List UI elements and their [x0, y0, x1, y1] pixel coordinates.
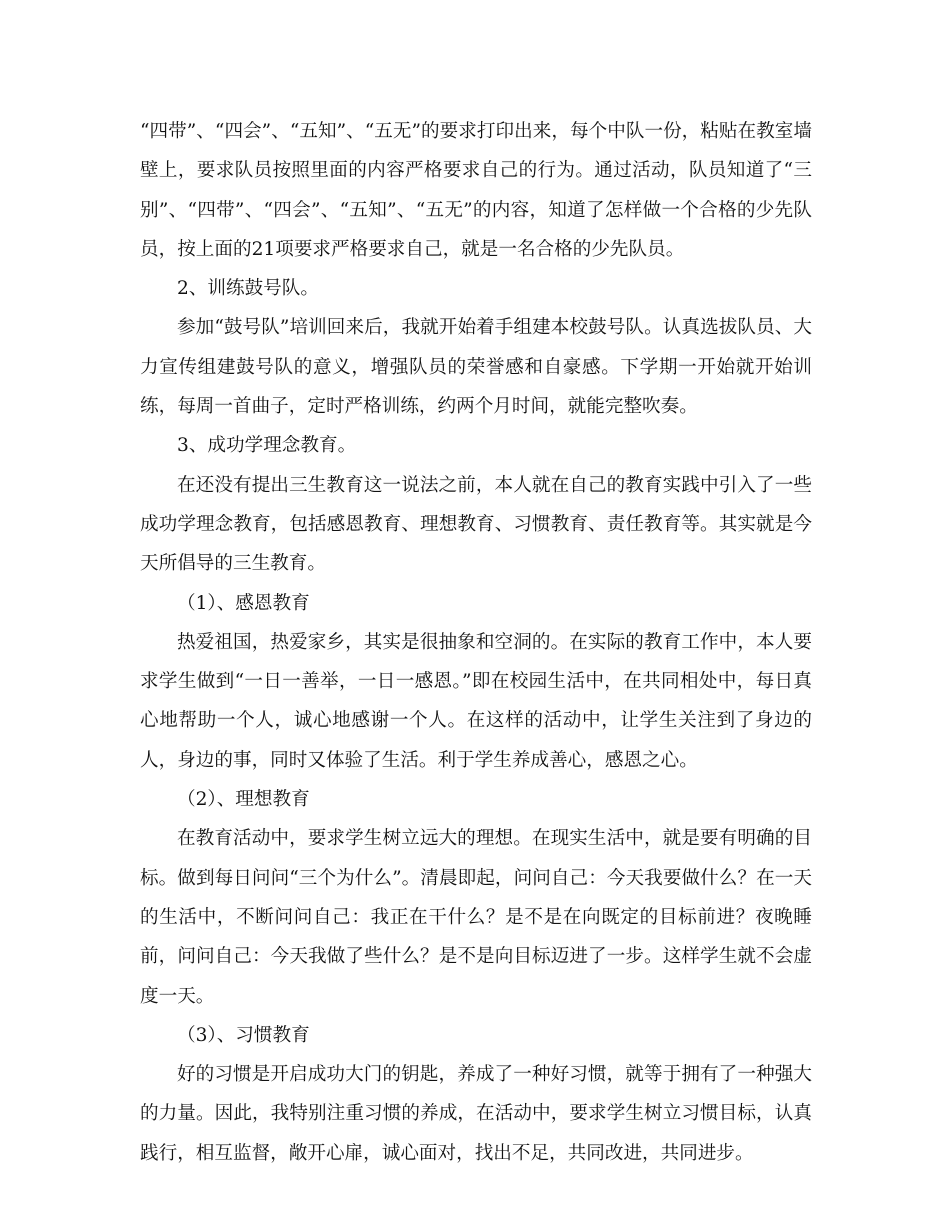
paragraph-drum-band: 参加“鼓号队”培训回来后，我就开始着手组建本校鼓号队。认真选拔队员、大力宣传组建鼓号队的意义，增强队员的荣誉感和自豪感。下学期一开始就开始训练，每周一首曲子，定时严格训练，约两个月时间，就能完整吹奏。: [140, 317, 812, 418]
heading-success-education: 3、成功学理念教育。: [177, 435, 357, 457]
subheading-gratitude: （1）、感恩教育: [177, 592, 310, 614]
subheading-ideals: （2）、理想教育: [177, 789, 310, 811]
subheading-habits: （3）、习惯教育: [177, 1024, 310, 1046]
paragraph-habits: 好的习惯是开启成功大门的钥匙，养成了一种好习惯，就等于拥有了一种强大的力量。因此，我特别注重习惯的养成，在活动中，要求学生树立习惯目标，认真践行，相互监督，敞开心扉，诚心面对，找出不足，共同改进，共同进步。: [140, 1064, 812, 1164]
document-body: [140, 112, 812, 1173]
paragraph-ideals: 在教育活动中，要求学生树立远大的理想。在现实生活中，就是要有明确的目标。做到每日问问“三个为什么”。清晨即起，问问自己：今天我要做什么？在一天的生活中，不断问问自己：我正在干什么？是不是在向既定的目标前进？夜晚睡前，问问自己：今天我做了些什么？是不是向目标迈进了一步。这样学生就不会虚度一天。: [140, 828, 812, 1007]
heading-drum-band: 2、训练鼓号队。: [177, 278, 319, 300]
paragraph-continuation: “四带”、“四会”、“五知”、“五无”的要求打印出来，每个中队一份，粘贴在教室墙壁上，要求队员按照里面的内容严格要求自己的行为。通过活动，队员知道了“三别”、“四带”、“四会”、“五知”、“五无”的内容，知道了怎样做一个合格的少先队员，按上面的21项要求严格要求自己，就是一名合格的少先队员。: [140, 121, 812, 260]
paragraph-success-education: 在还没有提出三生教育这一说法之前，本人就在自己的教育实践中引入了一些成功学理念教育，包括感恩教育、理想教育、习惯教育、责任教育等。其实就是今天所倡导的三生教育。: [140, 474, 812, 575]
paragraph-gratitude: 热爱祖国，热爱家乡，其实是很抽象和空洞的。在实际的教育工作中，本人要求学生做到“一日一善举，一日一感恩。”即在校园生活中，在共同相处中，每日真心地帮助一个人，诚心地感谢一个人。在这样的活动中，让学生关注到了身边的人，身边的事，同时又体验了生活。利于学生养成善心，感恩之心。: [140, 631, 812, 771]
